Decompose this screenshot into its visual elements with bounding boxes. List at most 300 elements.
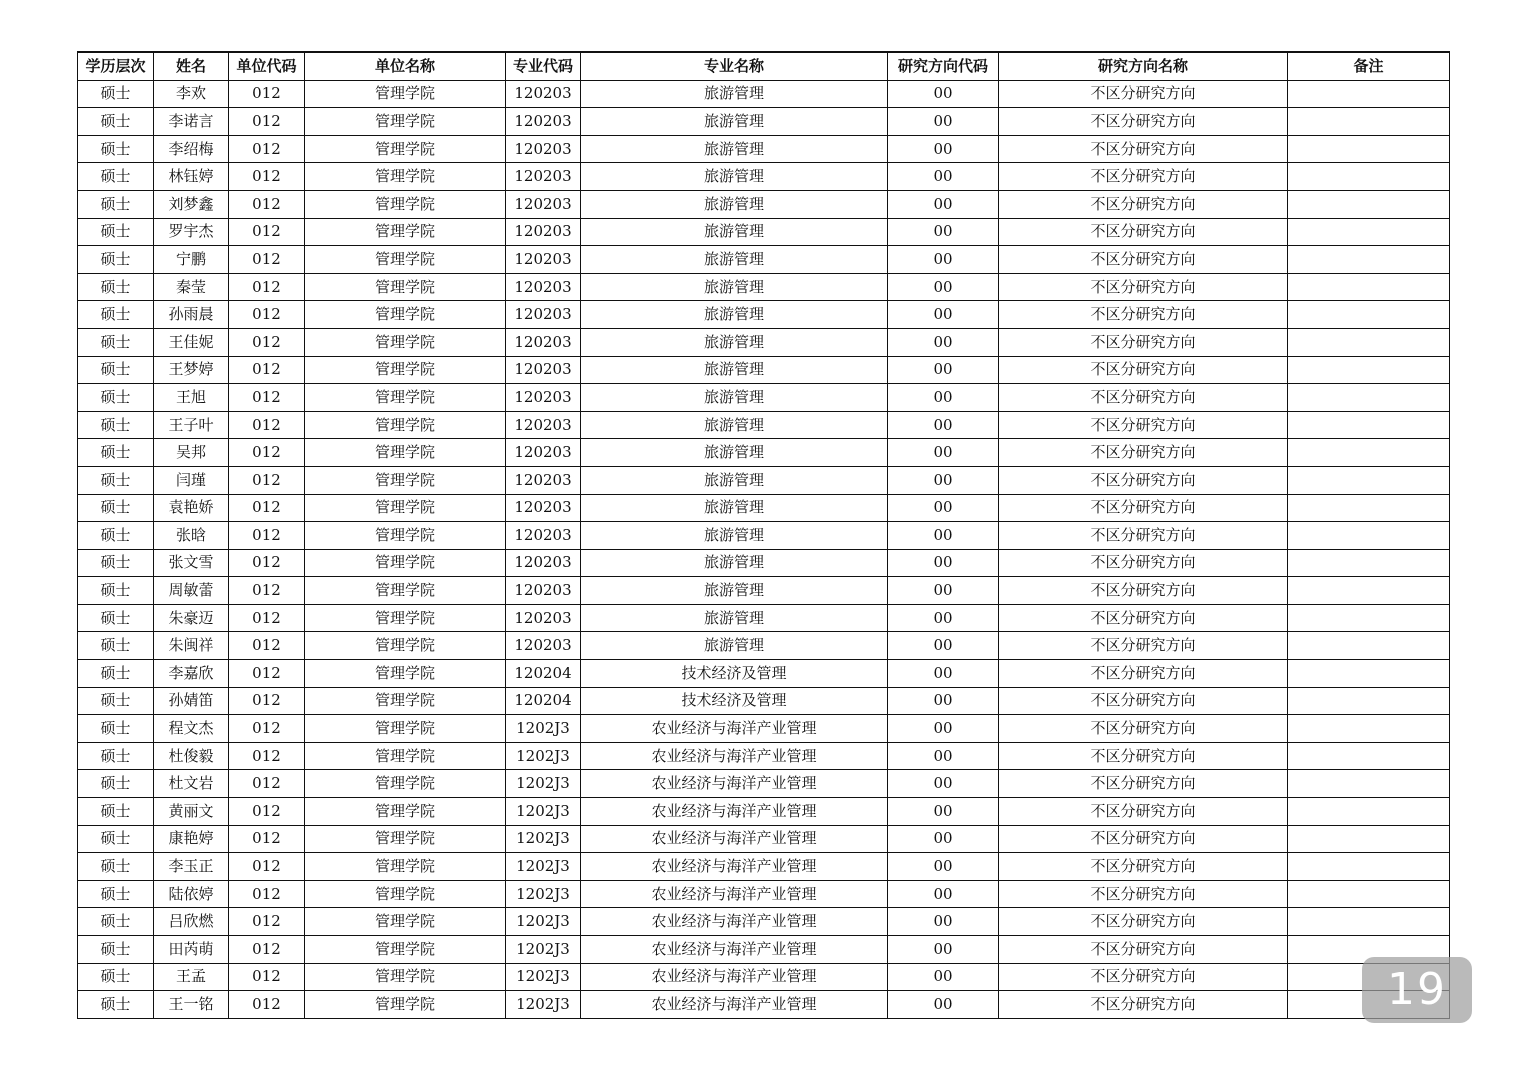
cell-research-code: 00	[888, 880, 999, 908]
cell-research-code: 00	[888, 825, 999, 853]
cell-remarks	[1288, 798, 1450, 826]
cell-unit-name: 管理学院	[305, 770, 506, 798]
cell-major-code: 1202J3	[506, 963, 581, 991]
cell-degree-level: 硕士	[78, 687, 154, 715]
cell-unit-code: 012	[229, 494, 305, 522]
cell-research-name: 不区分研究方向	[999, 798, 1288, 826]
cell-remarks	[1288, 549, 1450, 577]
cell-major-code: 1202J3	[506, 908, 581, 936]
cell-unit-code: 012	[229, 135, 305, 163]
cell-degree-level: 硕士	[78, 494, 154, 522]
header-degree-level: 学历层次	[78, 52, 154, 80]
cell-remarks	[1288, 825, 1450, 853]
cell-remarks	[1288, 742, 1450, 770]
cell-remarks	[1288, 80, 1450, 108]
cell-research-code: 00	[888, 632, 999, 660]
header-unit-name: 单位名称	[305, 52, 506, 80]
table-row	[78, 715, 1450, 743]
cell-research-name: 不区分研究方向	[999, 135, 1288, 163]
cell-major-name: 旅游管理	[581, 411, 888, 439]
table-row	[78, 853, 1450, 881]
cell-unit-code: 012	[229, 273, 305, 301]
table-row	[78, 190, 1450, 218]
cell-name: 秦莹	[154, 273, 229, 301]
table-row	[78, 163, 1450, 191]
cell-major-code: 120203	[506, 246, 581, 274]
cell-unit-code: 012	[229, 466, 305, 494]
cell-name: 王一铭	[154, 991, 229, 1019]
cell-research-name: 不区分研究方向	[999, 246, 1288, 274]
cell-unit-name: 管理学院	[305, 218, 506, 246]
cell-degree-level: 硕士	[78, 80, 154, 108]
cell-name: 吕欣燃	[154, 908, 229, 936]
cell-research-code: 00	[888, 218, 999, 246]
cell-research-name: 不区分研究方向	[999, 466, 1288, 494]
cell-unit-name: 管理学院	[305, 246, 506, 274]
table-row	[78, 356, 1450, 384]
cell-remarks	[1288, 246, 1450, 274]
cell-major-name: 旅游管理	[581, 384, 888, 412]
cell-research-name: 不区分研究方向	[999, 991, 1288, 1019]
cell-degree-level: 硕士	[78, 853, 154, 881]
cell-major-name: 农业经济与海洋产业管理	[581, 742, 888, 770]
cell-remarks	[1288, 632, 1450, 660]
cell-degree-level: 硕士	[78, 163, 154, 191]
cell-major-code: 1202J3	[506, 936, 581, 964]
cell-research-code: 00	[888, 770, 999, 798]
table-header-row	[78, 52, 1450, 80]
cell-remarks	[1288, 853, 1450, 881]
cell-name: 孙婧笛	[154, 687, 229, 715]
cell-major-name: 旅游管理	[581, 522, 888, 550]
cell-major-code: 120203	[506, 273, 581, 301]
cell-major-code: 120203	[506, 108, 581, 136]
cell-degree-level: 硕士	[78, 108, 154, 136]
cell-research-code: 00	[888, 991, 999, 1019]
cell-major-name: 旅游管理	[581, 108, 888, 136]
cell-major-name: 旅游管理	[581, 549, 888, 577]
cell-research-code: 00	[888, 328, 999, 356]
cell-research-code: 00	[888, 163, 999, 191]
cell-major-name: 农业经济与海洋产业管理	[581, 880, 888, 908]
table-row	[78, 466, 1450, 494]
cell-major-code: 120203	[506, 439, 581, 467]
cell-research-name: 不区分研究方向	[999, 577, 1288, 605]
cell-unit-code: 012	[229, 246, 305, 274]
cell-name: 吴邦	[154, 439, 229, 467]
cell-research-name: 不区分研究方向	[999, 853, 1288, 881]
cell-degree-level: 硕士	[78, 936, 154, 964]
cell-research-name: 不区分研究方向	[999, 439, 1288, 467]
table-row	[78, 439, 1450, 467]
cell-major-code: 120203	[506, 549, 581, 577]
cell-name: 孙雨晨	[154, 301, 229, 329]
cell-name: 李嘉欣	[154, 660, 229, 688]
cell-research-name: 不区分研究方向	[999, 660, 1288, 688]
cell-remarks	[1288, 494, 1450, 522]
cell-unit-name: 管理学院	[305, 549, 506, 577]
cell-major-code: 120203	[506, 577, 581, 605]
cell-unit-code: 012	[229, 549, 305, 577]
cell-name: 康艳婷	[154, 825, 229, 853]
cell-major-name: 旅游管理	[581, 218, 888, 246]
cell-remarks	[1288, 301, 1450, 329]
table-row	[78, 522, 1450, 550]
cell-degree-level: 硕士	[78, 770, 154, 798]
cell-unit-name: 管理学院	[305, 687, 506, 715]
table-row	[78, 991, 1450, 1019]
cell-research-name: 不区分研究方向	[999, 494, 1288, 522]
cell-research-code: 00	[888, 577, 999, 605]
table-row	[78, 770, 1450, 798]
table-row	[78, 825, 1450, 853]
cell-remarks	[1288, 522, 1450, 550]
cell-degree-level: 硕士	[78, 522, 154, 550]
cell-major-name: 旅游管理	[581, 273, 888, 301]
cell-unit-name: 管理学院	[305, 632, 506, 660]
cell-research-code: 00	[888, 384, 999, 412]
cell-unit-name: 管理学院	[305, 301, 506, 329]
cell-remarks	[1288, 328, 1450, 356]
cell-name: 李绍梅	[154, 135, 229, 163]
cell-major-name: 旅游管理	[581, 466, 888, 494]
cell-degree-level: 硕士	[78, 577, 154, 605]
cell-remarks	[1288, 715, 1450, 743]
cell-major-name: 农业经济与海洋产业管理	[581, 825, 888, 853]
cell-major-code: 120203	[506, 494, 581, 522]
cell-major-code: 120203	[506, 522, 581, 550]
cell-degree-level: 硕士	[78, 246, 154, 274]
cell-research-name: 不区分研究方向	[999, 522, 1288, 550]
cell-unit-name: 管理学院	[305, 798, 506, 826]
cell-research-code: 00	[888, 246, 999, 274]
cell-major-code: 120203	[506, 384, 581, 412]
cell-research-code: 00	[888, 190, 999, 218]
cell-unit-name: 管理学院	[305, 660, 506, 688]
cell-unit-code: 012	[229, 439, 305, 467]
cell-unit-code: 012	[229, 604, 305, 632]
cell-unit-code: 012	[229, 798, 305, 826]
table-row	[78, 549, 1450, 577]
cell-unit-code: 012	[229, 356, 305, 384]
cell-unit-code: 012	[229, 715, 305, 743]
cell-major-name: 农业经济与海洋产业管理	[581, 715, 888, 743]
cell-research-name: 不区分研究方向	[999, 908, 1288, 936]
cell-unit-code: 012	[229, 522, 305, 550]
cell-unit-name: 管理学院	[305, 494, 506, 522]
cell-name: 王梦婷	[154, 356, 229, 384]
cell-degree-level: 硕士	[78, 135, 154, 163]
cell-major-name: 农业经济与海洋产业管理	[581, 936, 888, 964]
header-remarks: 备注	[1288, 52, 1450, 80]
cell-name: 周敏蕾	[154, 577, 229, 605]
cell-name: 刘梦鑫	[154, 190, 229, 218]
cell-name: 王旭	[154, 384, 229, 412]
table-row	[78, 798, 1450, 826]
cell-name: 李诺言	[154, 108, 229, 136]
cell-degree-level: 硕士	[78, 466, 154, 494]
cell-major-name: 旅游管理	[581, 632, 888, 660]
cell-degree-level: 硕士	[78, 991, 154, 1019]
header-major-name: 专业名称	[581, 52, 888, 80]
cell-research-name: 不区分研究方向	[999, 963, 1288, 991]
cell-degree-level: 硕士	[78, 963, 154, 991]
cell-research-code: 00	[888, 798, 999, 826]
cell-unit-code: 012	[229, 687, 305, 715]
cell-unit-name: 管理学院	[305, 384, 506, 412]
cell-research-code: 00	[888, 439, 999, 467]
cell-degree-level: 硕士	[78, 742, 154, 770]
cell-research-name: 不区分研究方向	[999, 356, 1288, 384]
cell-unit-code: 012	[229, 825, 305, 853]
header-research-name: 研究方向名称	[999, 52, 1288, 80]
header-major-code: 专业代码	[506, 52, 581, 80]
cell-research-code: 00	[888, 273, 999, 301]
cell-research-name: 不区分研究方向	[999, 163, 1288, 191]
cell-research-name: 不区分研究方向	[999, 411, 1288, 439]
cell-research-code: 00	[888, 715, 999, 743]
cell-remarks	[1288, 577, 1450, 605]
cell-degree-level: 硕士	[78, 273, 154, 301]
cell-research-code: 00	[888, 411, 999, 439]
cell-name: 王孟	[154, 963, 229, 991]
cell-research-name: 不区分研究方向	[999, 880, 1288, 908]
cell-research-code: 00	[888, 936, 999, 964]
cell-major-code: 120203	[506, 163, 581, 191]
cell-research-code: 00	[888, 494, 999, 522]
cell-name: 袁艳娇	[154, 494, 229, 522]
cell-research-name: 不区分研究方向	[999, 108, 1288, 136]
table-row	[78, 577, 1450, 605]
cell-research-code: 00	[888, 80, 999, 108]
cell-unit-name: 管理学院	[305, 604, 506, 632]
cell-major-code: 120203	[506, 135, 581, 163]
cell-remarks	[1288, 880, 1450, 908]
cell-research-name: 不区分研究方向	[999, 80, 1288, 108]
cell-unit-code: 012	[229, 770, 305, 798]
cell-unit-name: 管理学院	[305, 466, 506, 494]
cell-research-code: 00	[888, 301, 999, 329]
table-row	[78, 963, 1450, 991]
cell-research-name: 不区分研究方向	[999, 770, 1288, 798]
cell-major-code: 1202J3	[506, 770, 581, 798]
cell-name: 宁鹏	[154, 246, 229, 274]
table-row	[78, 494, 1450, 522]
cell-name: 杜俊毅	[154, 742, 229, 770]
cell-major-name: 旅游管理	[581, 604, 888, 632]
cell-remarks	[1288, 356, 1450, 384]
cell-unit-code: 012	[229, 632, 305, 660]
cell-major-name: 技术经济及管理	[581, 660, 888, 688]
cell-remarks	[1288, 770, 1450, 798]
cell-unit-name: 管理学院	[305, 163, 506, 191]
cell-research-code: 00	[888, 522, 999, 550]
cell-remarks	[1288, 218, 1450, 246]
cell-name: 张文雪	[154, 549, 229, 577]
cell-major-name: 旅游管理	[581, 328, 888, 356]
cell-research-name: 不区分研究方向	[999, 190, 1288, 218]
cell-major-code: 120203	[506, 411, 581, 439]
cell-unit-code: 012	[229, 108, 305, 136]
cell-degree-level: 硕士	[78, 908, 154, 936]
cell-unit-name: 管理学院	[305, 328, 506, 356]
cell-name: 王佳妮	[154, 328, 229, 356]
cell-name: 李欢	[154, 80, 229, 108]
cell-degree-level: 硕士	[78, 825, 154, 853]
cell-degree-level: 硕士	[78, 301, 154, 329]
cell-unit-name: 管理学院	[305, 963, 506, 991]
admission-list-sheet	[77, 51, 1449, 1019]
cell-remarks	[1288, 604, 1450, 632]
cell-unit-name: 管理学院	[305, 853, 506, 881]
table-row	[78, 660, 1450, 688]
cell-major-name: 农业经济与海洋产业管理	[581, 963, 888, 991]
cell-unit-name: 管理学院	[305, 411, 506, 439]
cell-degree-level: 硕士	[78, 604, 154, 632]
cell-research-code: 00	[888, 108, 999, 136]
table-row	[78, 604, 1450, 632]
cell-remarks	[1288, 108, 1450, 136]
cell-degree-level: 硕士	[78, 660, 154, 688]
cell-major-code: 120203	[506, 466, 581, 494]
cell-research-name: 不区分研究方向	[999, 715, 1288, 743]
cell-major-name: 技术经济及管理	[581, 687, 888, 715]
cell-remarks	[1288, 273, 1450, 301]
cell-unit-name: 管理学院	[305, 991, 506, 1019]
cell-unit-name: 管理学院	[305, 522, 506, 550]
cell-unit-code: 012	[229, 742, 305, 770]
cell-major-code: 120203	[506, 190, 581, 218]
cell-unit-name: 管理学院	[305, 439, 506, 467]
cell-major-name: 旅游管理	[581, 494, 888, 522]
table-row	[78, 135, 1450, 163]
cell-unit-name: 管理学院	[305, 825, 506, 853]
cell-unit-name: 管理学院	[305, 356, 506, 384]
cell-major-code: 1202J3	[506, 715, 581, 743]
cell-unit-name: 管理学院	[305, 577, 506, 605]
cell-major-code: 1202J3	[506, 798, 581, 826]
cell-major-name: 农业经济与海洋产业管理	[581, 770, 888, 798]
cell-unit-name: 管理学院	[305, 742, 506, 770]
cell-research-name: 不区分研究方向	[999, 218, 1288, 246]
cell-name: 黄丽文	[154, 798, 229, 826]
cell-research-code: 00	[888, 549, 999, 577]
cell-major-name: 农业经济与海洋产业管理	[581, 853, 888, 881]
cell-unit-name: 管理学院	[305, 715, 506, 743]
cell-research-name: 不区分研究方向	[999, 632, 1288, 660]
cell-name: 田芮萌	[154, 936, 229, 964]
table-row	[78, 687, 1450, 715]
cell-major-name: 旅游管理	[581, 80, 888, 108]
cell-name: 闫瑾	[154, 466, 229, 494]
cell-unit-name: 管理学院	[305, 190, 506, 218]
cell-research-name: 不区分研究方向	[999, 273, 1288, 301]
cell-research-name: 不区分研究方向	[999, 687, 1288, 715]
cell-major-code: 120203	[506, 604, 581, 632]
cell-unit-code: 012	[229, 411, 305, 439]
cell-name: 李玉正	[154, 853, 229, 881]
cell-remarks	[1288, 163, 1450, 191]
cell-unit-name: 管理学院	[305, 135, 506, 163]
cell-major-code: 120203	[506, 80, 581, 108]
cell-remarks	[1288, 908, 1450, 936]
cell-major-name: 农业经济与海洋产业管理	[581, 908, 888, 936]
cell-major-code: 1202J3	[506, 880, 581, 908]
cell-research-name: 不区分研究方向	[999, 328, 1288, 356]
cell-unit-code: 012	[229, 991, 305, 1019]
table-row	[78, 108, 1450, 136]
cell-degree-level: 硕士	[78, 411, 154, 439]
cell-unit-code: 012	[229, 880, 305, 908]
cell-research-name: 不区分研究方向	[999, 742, 1288, 770]
cell-unit-code: 012	[229, 577, 305, 605]
table-row	[78, 742, 1450, 770]
table-body	[78, 80, 1450, 1018]
cell-research-code: 00	[888, 466, 999, 494]
cell-name: 陆依婷	[154, 880, 229, 908]
cell-research-name: 不区分研究方向	[999, 384, 1288, 412]
table-row	[78, 80, 1450, 108]
cell-remarks	[1288, 687, 1450, 715]
cell-major-code: 120204	[506, 687, 581, 715]
cell-degree-level: 硕士	[78, 798, 154, 826]
cell-unit-code: 012	[229, 853, 305, 881]
table-row	[78, 273, 1450, 301]
table-row	[78, 936, 1450, 964]
cell-remarks	[1288, 439, 1450, 467]
cell-unit-code: 012	[229, 80, 305, 108]
cell-name: 张晗	[154, 522, 229, 550]
cell-unit-code: 012	[229, 936, 305, 964]
cell-research-name: 不区分研究方向	[999, 301, 1288, 329]
cell-research-code: 00	[888, 356, 999, 384]
cell-unit-name: 管理学院	[305, 273, 506, 301]
cell-research-code: 00	[888, 908, 999, 936]
page-number-badge: 19	[1362, 957, 1472, 1023]
table-row	[78, 384, 1450, 412]
cell-remarks	[1288, 466, 1450, 494]
cell-remarks	[1288, 660, 1450, 688]
cell-remarks	[1288, 190, 1450, 218]
cell-name: 朱豪迈	[154, 604, 229, 632]
cell-major-name: 农业经济与海洋产业管理	[581, 991, 888, 1019]
cell-major-code: 120203	[506, 328, 581, 356]
table-row	[78, 880, 1450, 908]
cell-major-code: 120203	[506, 356, 581, 384]
cell-remarks	[1288, 135, 1450, 163]
table-row	[78, 411, 1450, 439]
cell-major-name: 旅游管理	[581, 190, 888, 218]
cell-research-code: 00	[888, 853, 999, 881]
cell-research-name: 不区分研究方向	[999, 825, 1288, 853]
cell-research-name: 不区分研究方向	[999, 604, 1288, 632]
cell-research-code: 00	[888, 687, 999, 715]
cell-unit-code: 012	[229, 218, 305, 246]
cell-research-name: 不区分研究方向	[999, 549, 1288, 577]
cell-research-name: 不区分研究方向	[999, 936, 1288, 964]
cell-name: 杜文岩	[154, 770, 229, 798]
cell-unit-code: 012	[229, 328, 305, 356]
cell-unit-code: 012	[229, 301, 305, 329]
cell-unit-name: 管理学院	[305, 80, 506, 108]
cell-remarks	[1288, 384, 1450, 412]
cell-unit-code: 012	[229, 190, 305, 218]
cell-degree-level: 硕士	[78, 880, 154, 908]
cell-unit-name: 管理学院	[305, 880, 506, 908]
cell-major-code: 1202J3	[506, 991, 581, 1019]
cell-major-code: 120204	[506, 660, 581, 688]
admission-table	[77, 51, 1450, 1019]
